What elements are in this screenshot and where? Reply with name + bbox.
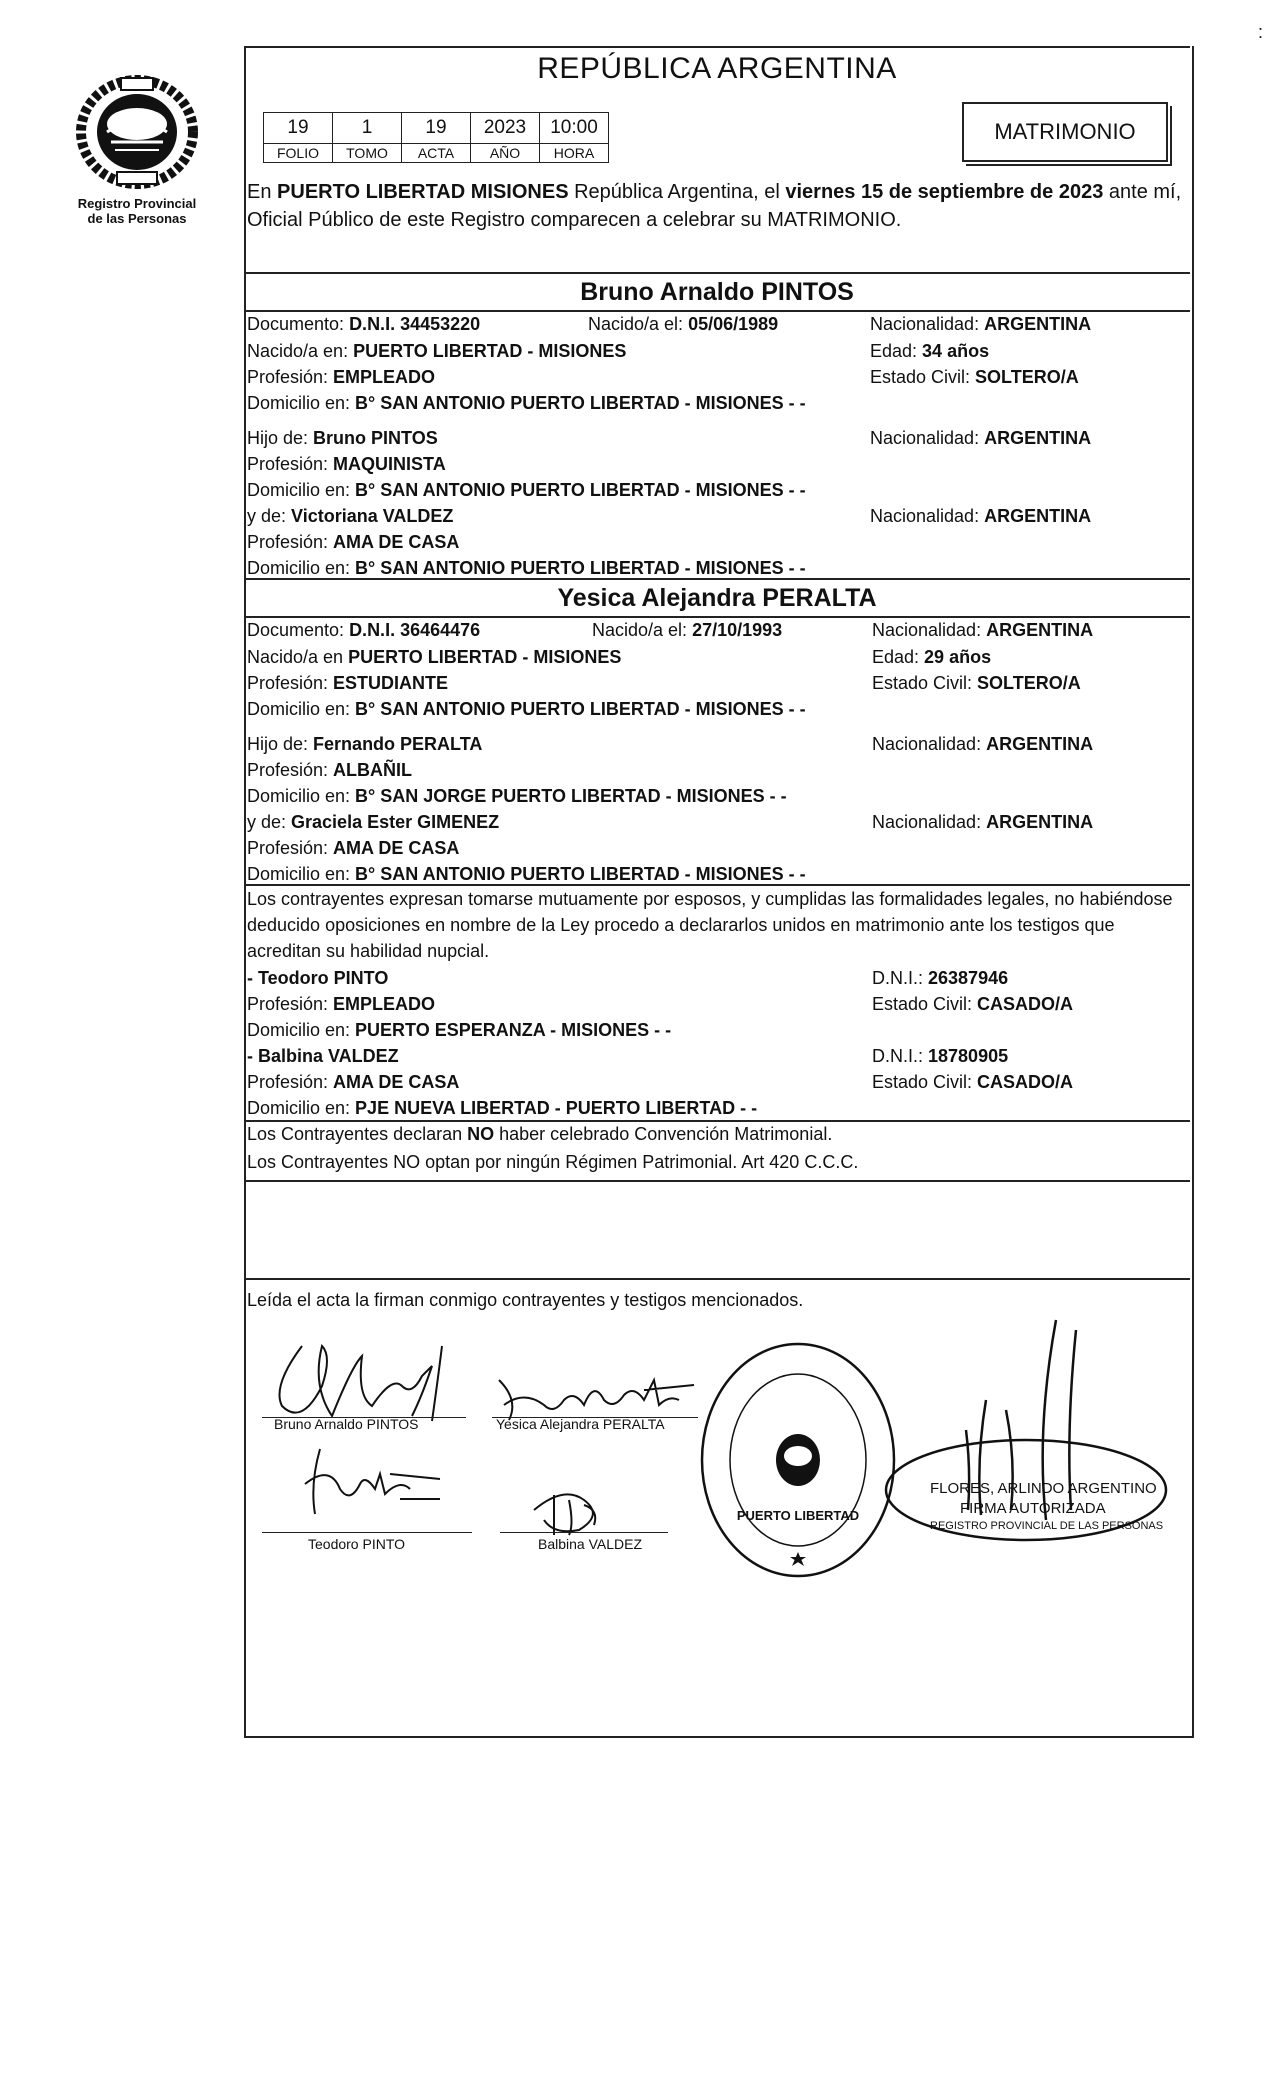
signature-balbina-icon	[524, 1480, 634, 1540]
c1-mother-prof: Profesión: AMA DE CASA	[247, 532, 460, 552]
w2-dom: Domicilio en: PJE NUEVA LIBERTAD - PUERTO LIBERTAD - -	[247, 1098, 758, 1118]
c1-born-in: Nacido/a en: PUERTO LIBERTAD - MISIONES	[247, 341, 627, 361]
c1-mother: y de: Victoriana VALDEZ	[247, 506, 454, 526]
delegation-stamp-icon	[698, 1340, 898, 1580]
registry-table	[263, 112, 609, 163]
c2-father-nat: Nacionalidad: ARGENTINA	[872, 734, 1094, 754]
intro-date: viernes 15 de septiembre de 2023	[785, 181, 1104, 203]
document-type: MATRIMONIO	[994, 119, 1136, 144]
c2-father-dom: Domicilio en: B° SAN JORGE PUERTO LIBERTAD - MISIONES - -	[247, 786, 787, 806]
tomo-value: 1	[333, 113, 402, 144]
c1-nat: Nacionalidad: ARGENTINA	[870, 314, 1092, 334]
c2-civil: Estado Civil: SOLTERO/A	[872, 673, 1081, 693]
logo-caption-line1: Registro Provincial	[77, 196, 197, 211]
c2-age: Edad: 29 años	[872, 647, 992, 667]
w1-dom: Domicilio en: PUERTO ESPERANZA - MISIONES - -	[247, 1020, 672, 1040]
c1-born: Nacido/a el: 05/06/1989	[588, 314, 779, 334]
w2-name: - Balbina VALDEZ	[247, 1046, 399, 1066]
c1-age: Edad: 34 años	[870, 341, 990, 361]
ano-label: AÑO	[471, 144, 540, 163]
divider	[244, 616, 1190, 618]
divider	[244, 1120, 1190, 1122]
c2-dom: Domicilio en: B° SAN ANTONIO PUERTO LIBERTAD - MISIONES - -	[247, 699, 806, 719]
note-regimen: Los Contrayentes NO optan por ningún Régimen Patrimonial. Art 420 C.C.C.	[247, 1152, 859, 1172]
w2-prof: Profesión: AMA DE CASA	[247, 1072, 460, 1092]
acta-value: 19	[402, 113, 471, 144]
sig3-label: Teodoro PINTO	[308, 1536, 406, 1552]
c2-father: Hijo de: Fernando PERALTA	[247, 734, 483, 754]
c2-nat: Nacionalidad: ARGENTINA	[872, 620, 1094, 640]
c1-father-dom: Domicilio en: B° SAN ANTONIO PUERTO LIBERTAD - MISIONES - -	[247, 480, 806, 500]
c2-mother: y de: Graciela Ester GIMENEZ	[247, 812, 500, 832]
intro-paragraph: En PUERTO LIBERTAD MISIONES República Argentina, el viernes 15 de septiembre de 2023 ante mí, Oficial Público de este Registro comparecen a celebrar su MATRIMONIO.	[247, 181, 1182, 231]
closing-text: Leída el acta la firman conmigo contrayentes y testigos mencionados.	[247, 1290, 804, 1310]
page-title: REPÚBLICA ARGENTINA	[537, 52, 897, 85]
c1-father-prof: Profesión: MAQUINISTA	[247, 454, 446, 474]
divider	[244, 310, 1190, 312]
divider	[244, 1180, 1190, 1182]
official-title: FIRMA AUTORIZADA	[960, 1500, 1106, 1517]
folio-value: 19	[264, 113, 333, 144]
stamp-ring-text	[698, 1562, 898, 1582]
c2-mother-nat: Nacionalidad: ARGENTINA	[872, 812, 1094, 832]
provincial-logo	[62, 72, 212, 226]
delegation-stamp	[698, 1340, 898, 1580]
signature-line	[262, 1532, 472, 1533]
divider	[244, 578, 1190, 580]
contrayente1-name: Bruno Arnaldo PINTOS	[580, 278, 854, 306]
hora-value: 10:00	[540, 113, 609, 144]
c2-mother-prof: Profesión: AMA DE CASA	[247, 838, 460, 858]
tomo-label: TOMO	[333, 144, 402, 163]
c1-father-nat: Nacionalidad: ARGENTINA	[870, 428, 1092, 448]
divider	[244, 272, 1190, 274]
c2-doc: Documento: D.N.I. 36464476	[247, 620, 481, 640]
sig1-label: Bruno Arnaldo PINTOS	[274, 1416, 419, 1432]
document-type-box	[962, 102, 1168, 162]
official-registry: REGISTRO PROVINCIAL DE LAS PERSONAS	[930, 1520, 1164, 1532]
c2-born: Nacido/a el: 27/10/1993	[592, 620, 783, 640]
c1-civil: Estado Civil: SOLTERO/A	[870, 367, 1079, 387]
w2-dni: D.N.I.: 18780905	[872, 1046, 1009, 1066]
official-name: FLORES, ARLINDO ARGENTINO	[930, 1480, 1157, 1497]
c2-mother-dom: Domicilio en: B° SAN ANTONIO PUERTO LIBERTAD - MISIONES - -	[247, 864, 806, 884]
contrayente2-name: Yesica Alejandra PERALTA	[557, 584, 877, 612]
stamp-center-text: PUERTO LIBERTAD	[736, 1508, 860, 1523]
sig2-label: Yesica Alejandra PERALTA	[496, 1416, 665, 1432]
logo-caption-line2: de las Personas	[87, 211, 187, 226]
corner-mark: :	[1257, 22, 1263, 42]
intro-place: PUERTO LIBERTAD MISIONES	[277, 181, 569, 203]
c2-prof: Profesión: ESTUDIANTE	[247, 673, 449, 693]
c1-father: Hijo de: Bruno PINTOS	[247, 428, 438, 448]
declaration-paragraph: Los contrayentes expresan tomarse mutuamente por esposos, y cumplidas las formalidades legales, no habiéndose deducido oposiciones en nombre de la Ley procedo a declararlos unidos en matrimonio ante los testigos que acreditan su habilidad nupcial.	[247, 889, 1173, 961]
w1-civil: Estado Civil: CASADO/A	[872, 994, 1074, 1014]
c2-born-in: Nacido/a en PUERTO LIBERTAD - MISIONES	[247, 647, 622, 667]
c1-dom: Domicilio en: B° SAN ANTONIO PUERTO LIBERTAD - MISIONES - -	[247, 393, 806, 413]
w1-name: - Teodoro PINTO	[247, 968, 389, 988]
c1-prof: Profesión: EMPLEADO	[247, 367, 436, 387]
sig4-label: Balbina VALDEZ	[538, 1536, 643, 1552]
w1-dni: D.N.I.: 26387946	[872, 968, 1009, 988]
signature-line	[500, 1532, 668, 1533]
divider	[244, 1278, 1190, 1280]
acta-label: ACTA	[402, 144, 471, 163]
c2-father-prof: Profesión: ALBAÑIL	[247, 760, 413, 780]
hora-label: HORA	[540, 144, 609, 163]
w1-prof: Profesión: EMPLEADO	[247, 994, 436, 1014]
w2-civil: Estado Civil: CASADO/A	[872, 1072, 1074, 1092]
folio-label: FOLIO	[264, 144, 333, 163]
ano-value: 2023	[471, 113, 540, 144]
note-convention: Los Contrayentes declaran NO haber celebrado Convención Matrimonial.	[247, 1124, 833, 1144]
c1-doc: Documento: D.N.I. 34453220	[247, 314, 481, 334]
signature-teodoro-icon	[290, 1444, 450, 1524]
c1-mother-dom: Domicilio en: B° SAN ANTONIO PUERTO LIBERTAD - MISIONES - -	[247, 558, 806, 578]
c1-mother-nat: Nacionalidad: ARGENTINA	[870, 506, 1092, 526]
misiones-coat-of-arms-icon	[71, 72, 203, 192]
